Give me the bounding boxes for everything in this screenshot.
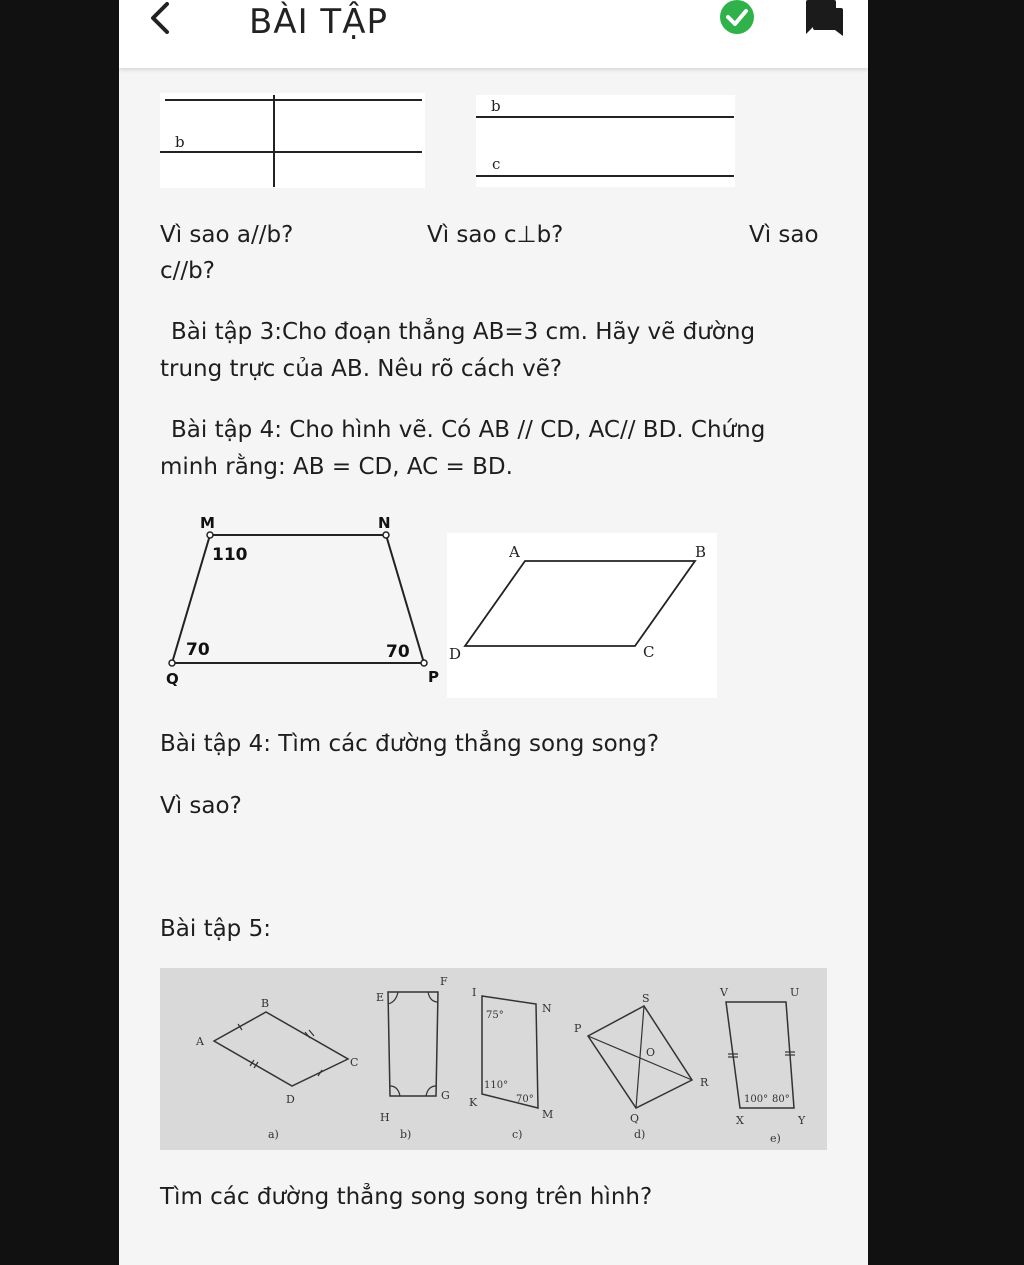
- e-label-V: V: [720, 986, 728, 999]
- b-label-H: H: [380, 1111, 390, 1124]
- exercise-3-line2: trung trực của AB. Nêu rõ cách vẽ?: [160, 356, 563, 382]
- c-angle-110: 110°: [484, 1080, 509, 1091]
- figure-parallelogram: [447, 533, 717, 698]
- a-label-C: C: [350, 1056, 359, 1069]
- d-label-O: O: [646, 1046, 656, 1059]
- label-c: c: [492, 155, 501, 173]
- figure-c-quadrilateral: [469, 986, 553, 1141]
- phone-screen: [119, 0, 868, 1265]
- c-caption: c): [512, 1128, 523, 1141]
- c-label-M: M: [542, 1108, 554, 1121]
- d-caption: d): [634, 1128, 646, 1141]
- exercise-4b-line1: Bài tập 4: Tìm các đường thẳng song song?: [160, 731, 660, 757]
- d-label-S: S: [642, 992, 650, 1005]
- question-c-parallel-b: Vì sao: [749, 222, 819, 248]
- b-label-E: E: [376, 991, 385, 1004]
- app-bar: [119, 0, 868, 68]
- e-label-Y: Y: [798, 1114, 806, 1127]
- figure-perpendicular-lines: [160, 93, 425, 188]
- e-caption: e): [770, 1132, 781, 1145]
- angle-M: 110: [212, 545, 248, 565]
- chevron-left-icon: [141, 0, 181, 40]
- exercise-5-title: Bài tập 5:: [160, 916, 271, 942]
- a-label-B: B: [261, 997, 270, 1010]
- c-label-K: K: [469, 1096, 478, 1109]
- e-label-U: U: [790, 986, 800, 999]
- submit-check-button[interactable]: [717, 0, 757, 36]
- e-angle-100: 100°: [744, 1094, 769, 1105]
- figure-d-diagonals: [574, 992, 709, 1141]
- exercise-4-line1: Bài tập 4: Cho hình vẽ. Có AB // CD, AC// BD. Chứng: [171, 417, 766, 443]
- page-title: BÀI TẬP: [249, 2, 388, 42]
- e-angle-80: 80°: [772, 1094, 790, 1105]
- a-label-A: A: [196, 1035, 204, 1048]
- label-b: b: [491, 97, 501, 115]
- exercise-4b-line2: Vì sao?: [160, 793, 242, 819]
- vertex-N: N: [378, 514, 391, 532]
- a-label-D: D: [286, 1093, 295, 1106]
- check-circle-icon: [717, 0, 757, 36]
- c-angle-75: 75°: [486, 1010, 504, 1021]
- vertex-B: B: [695, 543, 707, 561]
- label-b: b: [175, 133, 185, 151]
- b-label-G: G: [441, 1089, 450, 1102]
- question-a-parallel-b: Vì sao a//b?: [160, 222, 294, 248]
- comments-button[interactable]: [803, 0, 845, 36]
- d-label-Q: Q: [630, 1112, 640, 1125]
- exercise-5-question: Tìm các đường thẳng song song trên hình?: [160, 1184, 653, 1210]
- vertex-D: D: [449, 645, 462, 663]
- angle-Q: 70: [186, 640, 210, 660]
- d-label-P: P: [574, 1022, 582, 1035]
- figure-parallel-lines: [476, 95, 735, 187]
- parallelogram-shape: [465, 561, 695, 646]
- vertex-Q: Q: [166, 670, 179, 688]
- figure-textbook-photo: [160, 968, 827, 1150]
- d-label-R: R: [700, 1076, 709, 1089]
- figure-e-parallelogram: [719, 986, 806, 1145]
- question-c-parallel-b-cont: c//b?: [160, 258, 215, 284]
- a-caption: a): [268, 1128, 279, 1141]
- c-angle-70: 70°: [516, 1094, 534, 1105]
- c-label-I: I: [472, 986, 477, 999]
- angle-P: 70: [386, 642, 410, 662]
- b-label-F: F: [440, 975, 448, 988]
- question-c-perpendicular-b: Vì sao c⊥b?: [427, 222, 564, 248]
- e-label-X: X: [736, 1114, 744, 1127]
- figure-trapezoid: [160, 510, 445, 690]
- exercise-4-line2: minh rằng: AB = CD, AC = BD.: [160, 454, 513, 480]
- vertex-A: A: [509, 543, 520, 561]
- vertex-M: M: [200, 514, 215, 532]
- b-caption: b): [400, 1128, 412, 1141]
- chat-icon: [803, 0, 845, 36]
- figure-b-rectangle: [376, 975, 450, 1141]
- exercise-3-line1: Bài tập 3:Cho đoạn thẳng AB=3 cm. Hãy vẽ đường: [171, 319, 756, 345]
- vertex-P: P: [428, 668, 439, 686]
- vertex-C: C: [643, 643, 655, 661]
- c-label-N: N: [542, 1002, 552, 1015]
- back-button[interactable]: [141, 0, 181, 40]
- figure-a-rhombus: [195, 997, 358, 1141]
